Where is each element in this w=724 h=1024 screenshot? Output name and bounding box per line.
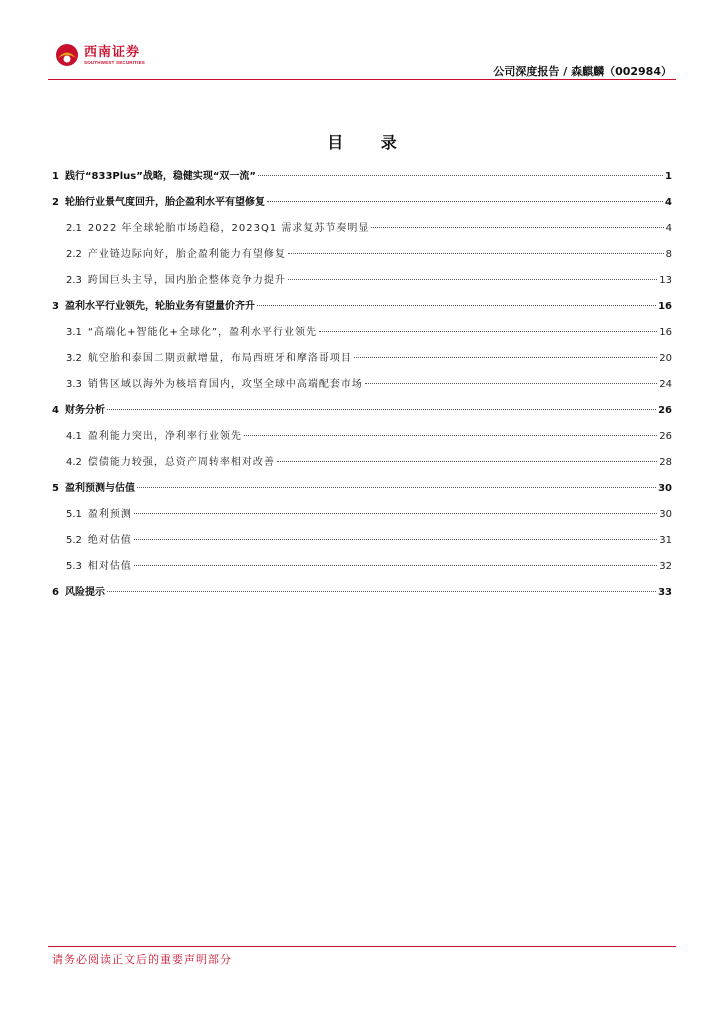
toc-dot-leader [244,435,657,436]
page-header [0,0,724,82]
toc-entry-number: 1 [52,171,59,182]
toc-dot-leader [257,305,656,306]
toc-chapter-entry[interactable] [52,167,672,193]
logo-english-name: SOUTHWEST SECURITIES [84,59,146,65]
logo-emblem-icon [55,43,79,67]
toc-page-number: 13 [659,275,672,286]
toc-entry-title: 绝对估值 [87,535,132,546]
toc-entry-title: 销售区域以海外为核培育国内，攻坚全球中高端配套市场 [87,379,363,390]
toc-dot-leader [258,175,663,176]
toc-section-entry[interactable] [66,271,672,297]
toc-entry-number: 5.2 [66,535,82,546]
toc-chapter-entry[interactable] [52,193,672,219]
toc-dot-leader [137,487,656,488]
toc-entry-number: 3.1 [66,327,82,338]
toc-page-number: 16 [658,301,672,312]
toc-section-entry[interactable] [66,453,672,479]
toc-page-number: 4 [665,223,672,234]
toc-section-entry[interactable] [66,531,672,557]
toc-page-number: 26 [659,431,672,442]
toc-dot-leader [288,279,657,280]
toc-dot-leader [267,201,663,202]
toc-section-entry[interactable] [66,219,672,245]
toc-dot-leader [365,383,657,384]
toc-chapter-entry[interactable] [52,583,672,609]
toc-section-entry[interactable] [66,245,672,271]
toc-dot-leader [134,565,657,566]
toc-section-entry[interactable] [66,375,672,401]
toc-entry-number: 2.2 [66,249,82,260]
toc-entry-title: 盈利预测 [87,509,132,520]
toc-dot-leader [134,513,657,514]
toc-dot-leader [288,253,664,254]
toc-page-number: 28 [659,457,672,468]
toc-dot-leader [277,461,657,462]
toc-page-number: 8 [665,249,672,260]
toc-entry-number: 3 [52,301,59,312]
toc-dot-leader [134,539,657,540]
toc-entry-title: 财务分析 [64,405,105,416]
toc-entry-title: 盈利能力突出，净利率行业领先 [87,431,242,442]
toc-page-number: 16 [659,327,672,338]
toc-entry-number: 5.3 [66,561,82,572]
disclaimer-note: 请务必阅读正文后的重要声明部分 [52,953,232,966]
logo-chinese-name: 西南证券 [84,44,141,60]
toc-dot-leader [354,357,657,358]
toc-page-number: 26 [658,405,672,416]
toc-dot-leader [319,331,657,332]
header-divider [48,79,676,80]
toc-section-entry[interactable] [66,323,672,349]
toc-entry-number: 6 [52,587,59,598]
document-info: 公司深度报告 / 森麒麟（002984） [493,65,672,78]
toc-section-entry[interactable] [66,557,672,583]
toc-page-number: 20 [659,353,672,364]
toc-page-number: 1 [665,171,672,182]
toc-entry-title: 跨国巨头主导，国内胎企整体竞争力提升 [87,275,286,286]
toc-entry-number: 4.2 [66,457,82,468]
toc-page-number: 30 [658,483,672,494]
footer-divider [48,946,676,947]
toc-page-number: 24 [659,379,672,390]
toc-entry-number: 4 [52,405,59,416]
toc-entry-title: 偿债能力较强，总资产周转率相对改善 [87,457,275,468]
toc-section-entry[interactable] [66,427,672,453]
toc-chapter-entry[interactable] [52,297,672,323]
toc-entry-title: 风险提示 [64,587,105,598]
toc-entry-title: 轮胎行业景气度回升，胎企盈利水平有望修复 [64,197,265,208]
toc-entry-title: 产业链边际向好，胎企盈利能力有望修复 [87,249,286,260]
toc-entry-number: 3.3 [66,379,82,390]
toc-page-number: 32 [659,561,672,572]
toc-section-entry[interactable] [66,505,672,531]
toc-entry-title: “高端化+智能化+全球化”，盈利水平行业领先 [87,327,318,338]
toc-entry-number: 2 [52,197,59,208]
toc-page-number: 33 [658,587,672,598]
toc-entry-title: 盈利预测与估值 [64,483,135,494]
toc-chapter-entry[interactable] [52,479,672,505]
toc-entry-number: 2.3 [66,275,82,286]
company-logo [55,43,145,67]
toc-entry-title: 2022 年全球轮胎市场趋稳，2023Q1 需求复苏节奏明显 [87,223,370,234]
toc-entry-number: 3.2 [66,353,82,364]
toc-page-number: 30 [659,509,672,520]
toc-section-entry[interactable] [66,349,672,375]
toc-entry-title: 盈利水平行业领先，轮胎业务有望量价齐升 [64,301,255,312]
toc-entry-title: 航空胎和泰国二期贡献增量，布局西班牙和摩洛哥项目 [87,353,352,364]
toc-page-number: 31 [659,535,672,546]
toc-dot-leader [371,227,663,228]
toc-dot-leader [107,591,656,592]
toc-page-number: 4 [665,197,672,208]
toc-entry-number: 5 [52,483,59,494]
toc-entry-title: 相对估值 [87,561,132,572]
toc-title: 目 录 [327,133,413,152]
toc-entry-number: 5.1 [66,509,82,520]
toc-chapter-entry[interactable] [52,401,672,427]
toc-entry-number: 4.1 [66,431,82,442]
toc-entry-title: 践行“833Plus”战略，稳健实现“双一流” [64,171,256,182]
toc-dot-leader [107,409,656,410]
toc-entry-number: 2.1 [66,223,82,234]
